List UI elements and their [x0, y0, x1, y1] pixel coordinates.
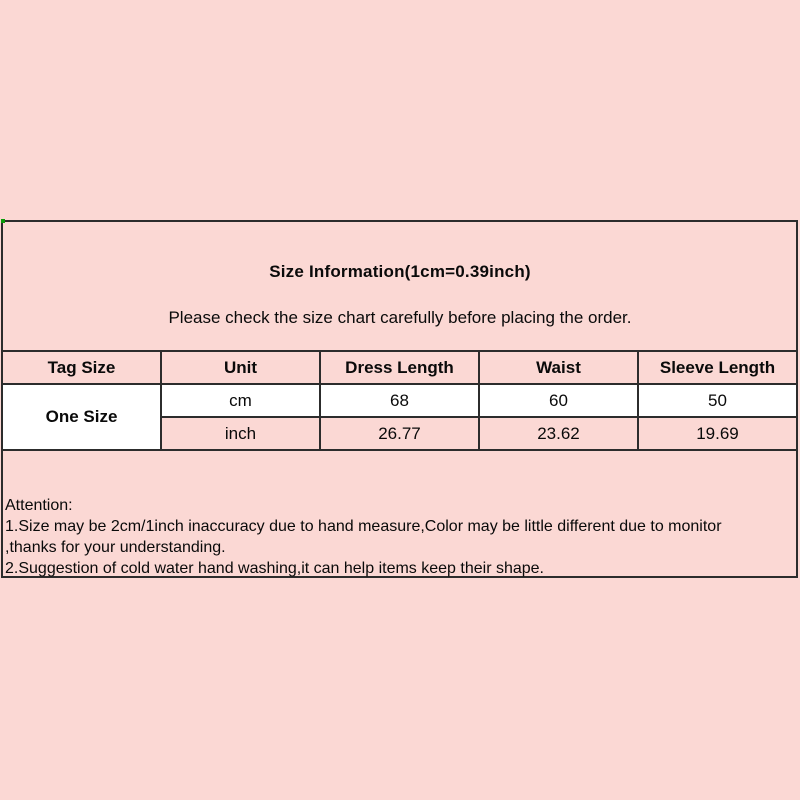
attention-heading: Attention:: [5, 497, 73, 514]
sleeve-length-inch-cell: 19.69: [638, 417, 797, 450]
dress-length-cm-cell: 68: [320, 384, 479, 417]
unit-inch-cell: inch: [161, 417, 320, 450]
sleeve-length-cm-cell: 50: [638, 384, 797, 417]
tag-size-value: One Size: [2, 384, 161, 450]
col-header-sleeve-length: Sleeve Length: [638, 351, 797, 384]
waist-inch-cell: 23.62: [479, 417, 638, 450]
size-table: [1, 350, 798, 451]
waist-cm-cell: 60: [479, 384, 638, 417]
col-header-tag-size: Tag Size: [2, 351, 161, 384]
col-header-unit: Unit: [161, 351, 320, 384]
size-table-row-cm: [2, 384, 797, 417]
attention-line-1: 1.Size may be 2cm/1inch inaccuracy due to hand measure,Color may be little different due to monitor: [5, 518, 722, 535]
dress-length-inch-cell: 26.77: [320, 417, 479, 450]
attention-line-2: ,thanks for your understanding.: [5, 539, 226, 556]
col-header-dress-length: Dress Length: [320, 351, 479, 384]
attention-block: [5, 495, 793, 579]
attention-line-3: 2.Suggestion of cold water hand washing,it can help items keep their shape.: [5, 560, 544, 577]
subtitle-note: Please check the size chart carefully before placing the order.: [168, 308, 632, 327]
size-table-header-row: [2, 351, 797, 384]
unit-cm-cell: cm: [161, 384, 320, 417]
artifact-dot: [1, 219, 5, 223]
page-title: Size Information(1cm=0.39inch): [269, 262, 531, 281]
col-header-waist: Waist: [479, 351, 638, 384]
